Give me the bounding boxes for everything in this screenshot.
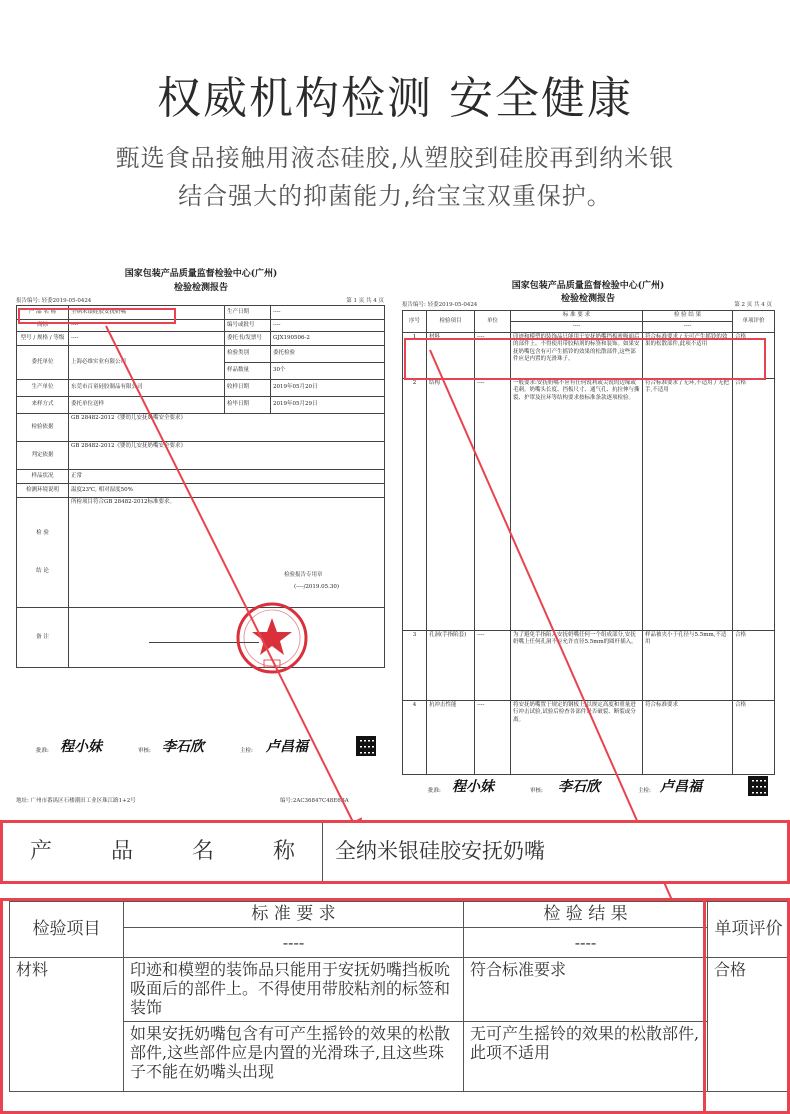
report-page-number: 第 2 页 共 4 页: [734, 302, 772, 308]
reviewer-label: 审核:: [138, 748, 151, 754]
checker-label: 主检:: [240, 748, 253, 754]
cell-value: 正常: [69, 470, 385, 484]
zoom-product-name: [0, 820, 790, 884]
zoom-col-item: 检验项目: [10, 902, 124, 958]
col-header: 检验项目: [427, 311, 475, 333]
report-code: 编号:2AC36847C48E6BA: [280, 798, 349, 804]
table-cell: 1: [403, 333, 427, 379]
report-title: 检验检测报告: [560, 294, 615, 304]
cell-value: 上海必维实业有限公司: [69, 346, 225, 380]
cell-label: 备 注: [17, 608, 69, 668]
cell-label: 生产日期: [225, 306, 271, 320]
table-cell: ----: [475, 631, 511, 701]
col-header-dash: ----: [511, 322, 643, 333]
approver-signature: 程小妹: [452, 779, 494, 795]
cell-label: 收样日期: [225, 380, 271, 397]
checker-label: 主检:: [638, 788, 651, 794]
zoom-result-2: 无可产生摇铃的效果的松散部件,此项不适用: [464, 1022, 708, 1092]
cell-label: 委托书/发票号: [225, 332, 271, 346]
cell-label: 产 品 名 称: [17, 306, 69, 320]
table-cell: ----: [475, 333, 511, 379]
col-header: 标 准 要 求: [511, 311, 643, 322]
cell-value: 委托检验: [271, 346, 385, 363]
table-cell: 符合标准要求 / 无可产生摇铃的效果的松散部件,此项不适用: [643, 333, 733, 379]
table-cell: 合格: [733, 631, 775, 701]
table-cell: 抗冲击性能: [427, 701, 475, 775]
cell-value: 2019年05月20日: [271, 380, 385, 397]
cell-value: 委托单位送样: [69, 397, 225, 414]
cell-label: 样品状况: [17, 470, 69, 484]
col-header: 检 验 结 果: [643, 311, 733, 322]
cell-value: 全纳米银硅胶安抚奶嘴: [69, 306, 225, 320]
table-cell: 将安抚奶嘴置于规定的钢板上,以规定高度和重量进行冲击试验,试验后检查各部件是否破裂、断裂或分离。: [511, 701, 643, 775]
stamp-date: (----/2019.05.30): [294, 584, 340, 590]
cell-value: GJX190506-2: [271, 332, 385, 346]
conclusion-label-2: 结 论: [36, 567, 49, 574]
arrow-product-name: [106, 326, 360, 836]
zoom-col-std: 标 准 要 求: [124, 902, 464, 928]
checker-signature: 卢昌福: [266, 739, 308, 755]
table-cell: 3: [403, 631, 427, 701]
cell-label: 检测环境说明: [17, 484, 69, 498]
zoom-std-2: 如果安抚奶嘴包含有可产生摇铃的效果的松散部件,这些部件应是内置的光滑珠子,且这些珠子不能在奶嘴头出现: [124, 1022, 464, 1092]
approver-label: 批准:: [428, 788, 441, 794]
cell-value: ----: [69, 332, 225, 346]
table-cell: 合格: [733, 701, 775, 775]
table-cell: 一般要求:安抚奶嘴不应有任何锐利或尖锐的边缘或毛刺。奶嘴头长度、挡板尺寸、通气孔、抗拉伸与撕裂、护罩及拉环等结构要求按标准条款逐项检验。: [511, 379, 643, 631]
col-header: 单位: [475, 311, 511, 333]
table-cell: 符合标准要求: [643, 701, 733, 775]
zoom-eval: 合格: [708, 958, 790, 1092]
cell-label: 编号或批号: [225, 320, 271, 332]
table-cell: 4: [403, 701, 427, 775]
page-title: 权威机构检测 安全健康: [157, 73, 633, 124]
cell-label: 检验类别: [225, 346, 271, 363]
reviewer-signature: 李石欣: [558, 779, 600, 795]
col-header: 单项评价: [733, 311, 775, 333]
table-cell: 合格: [733, 379, 775, 631]
table-cell: 结构: [427, 379, 475, 631]
cell-value: 2019年05月29日: [271, 397, 385, 414]
zoom-table: [9, 901, 790, 1092]
cell-label: 样品数量: [225, 363, 271, 380]
zoom-result-dash: ----: [464, 928, 708, 958]
cell-label: 检验依据: [17, 414, 69, 442]
approver-label: 批准:: [36, 748, 49, 754]
table-cell: ----: [475, 379, 511, 631]
table-cell: 合格: [733, 333, 775, 379]
cell-value: GB 28482-2012《婴幼儿安抚奶嘴安全要求》: [69, 414, 385, 442]
report-address: 地址: 广州市番禺区石楼潮田工业区珠江路1+2号: [16, 798, 136, 804]
table-cell: 符合标准要求 / 无环,不适用 / 无把手,不适用: [643, 379, 733, 631]
cell-value: ----: [69, 320, 225, 332]
table-cell: 孔洞(手指陷套): [427, 631, 475, 701]
cell-label: 检毕日期: [225, 397, 271, 414]
table-cell: 为了避免手指陷入安抚奶嘴任何一个组成部分,安抚奶嘴上任何孔洞不应允许直径5.5mm的圆杆插入。: [511, 631, 643, 701]
reviewer-label: 审核:: [530, 788, 543, 794]
report-number: 报告编号: 轻委2019-05-0424: [402, 302, 478, 308]
col-header-dash: ----: [643, 322, 733, 333]
zoom-result-1: 符合标准要求: [464, 958, 708, 1022]
cell-label: 委托单位: [17, 346, 69, 380]
table-cell: 样品被夹小于孔径与5.5mm,不适用: [643, 631, 733, 701]
cell-value: 温度23℃, 相对湿度50%: [69, 484, 385, 498]
table-cell: ----: [475, 701, 511, 775]
approver-signature: 程小妹: [60, 739, 102, 755]
zoom-col-result: 检 验 结 果: [464, 902, 708, 928]
reviewer-signature: 李石欣: [162, 739, 204, 755]
table-cell: 材料: [427, 333, 475, 379]
zoom-material-table: [0, 898, 790, 1114]
checker-signature: 卢昌福: [660, 779, 702, 795]
page-subtitle-line-1: 甄选食品接触用液态硅胶,从塑胶到硅胶再到纳米银: [115, 144, 675, 172]
cell-value: GB 28482-2012《婴幼儿安抚奶嘴安全要求》: [69, 442, 385, 470]
cell-value: 东莞市百童硅胶制品有限公司: [69, 380, 225, 397]
zoom-item-material: 材料: [10, 958, 124, 1092]
page-subtitle-line-2: 结合强大的抑菌能力,给宝宝双重保护。: [178, 182, 612, 210]
col-header: 序号: [403, 311, 427, 333]
conclusion-label-1: 检 验: [36, 530, 49, 537]
cell-value: ----: [271, 306, 385, 320]
report-org: 国家包装产品质量监督检验中心(广州): [511, 281, 665, 291]
zoom-col-eval: 单项评价: [708, 902, 790, 958]
zoom-std-1: 印迹和模塑的装饰品只能用于安抚奶嘴挡板吮吸面后的部件上。不得使用带胶粘剂的标签和装饰: [124, 958, 464, 1022]
zoom-std-dash: ----: [124, 928, 464, 958]
stamp-note: 检验报告专用章: [284, 572, 323, 578]
cell-label: 商标: [17, 320, 69, 332]
cell-value: ----: [271, 320, 385, 332]
cell-label: 来样方式: [17, 397, 69, 414]
cell-value: 30个: [271, 363, 385, 380]
zoom-product-name-value: 全纳米银硅胶安抚奶嘴: [335, 839, 545, 863]
conclusion-text: 所检项目符合GB 28482-2012标准要求。: [71, 499, 176, 505]
report-page-number: 第 1 页 共 4 页: [346, 298, 384, 304]
table-cell: 2: [403, 379, 427, 631]
report-org: 国家包装产品质量监督检验中心(广州): [124, 269, 278, 279]
cell-label: 判定依据: [17, 442, 69, 470]
zoom-eval-highlight: [703, 901, 787, 1114]
report-number: 报告编号: 轻委2019-05-0424: [16, 298, 92, 304]
cell-label: 型号 / 规格 / 等级: [17, 332, 69, 346]
report-title: 检验检测报告: [173, 283, 228, 293]
table-cell: 印迹和模塑的装饰品只能用于安抚奶嘴挡板吮吸面后的部件上。不得使用带胶粘剂的标签和装饰。如果安抚奶嘴包含有可产生摇铃的效果的松散部件,这些部件应是内置的光滑珠子。: [511, 333, 643, 379]
zoom-product-name-label: 产 品 名 称: [3, 823, 323, 881]
cell-label: 生产单位: [17, 380, 69, 397]
